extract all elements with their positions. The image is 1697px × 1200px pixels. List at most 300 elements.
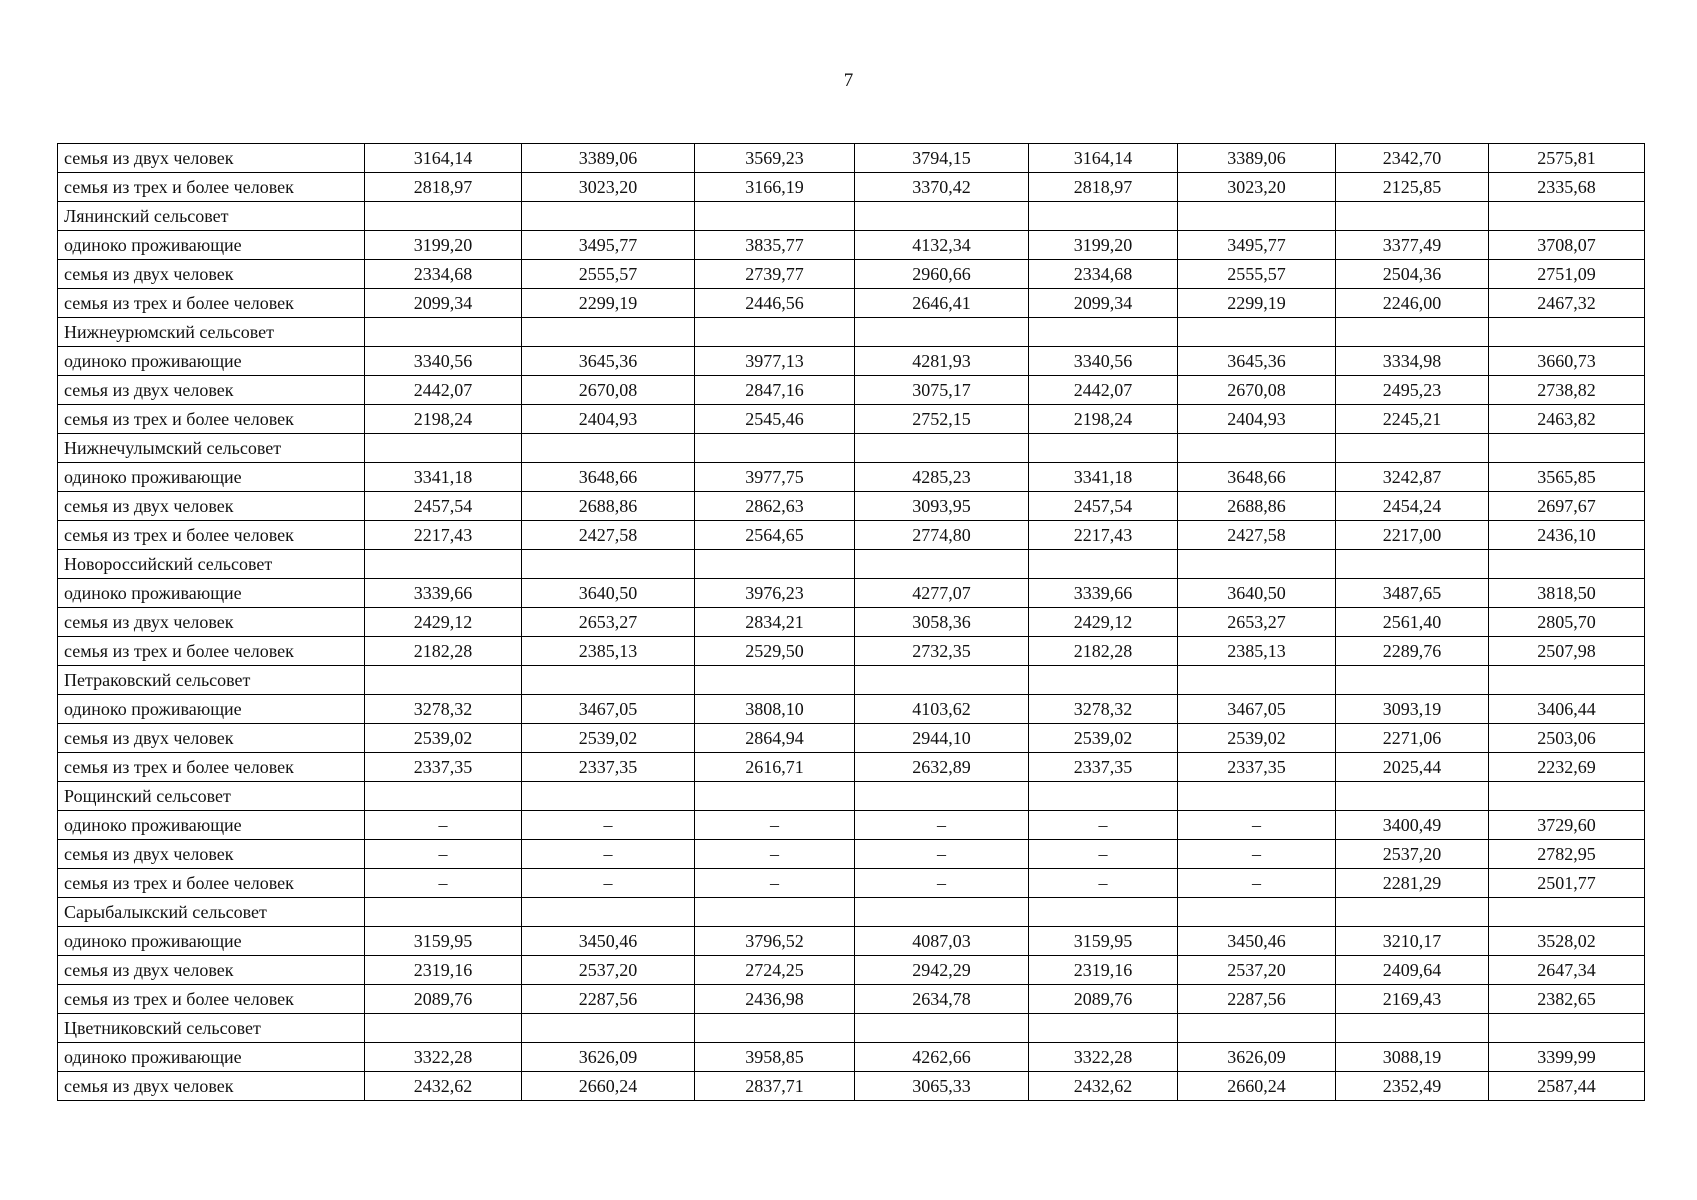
table-row [58, 956, 1645, 985]
table-row [58, 260, 1645, 289]
row-label: Рощинский сельсовет [58, 782, 365, 811]
value-cell: – [1178, 840, 1336, 869]
value-cell [365, 318, 522, 347]
value-cell: 3648,66 [1178, 463, 1336, 492]
value-cell: 2818,97 [365, 173, 522, 202]
value-cell: 3278,32 [365, 695, 522, 724]
value-cell: 2782,95 [1489, 840, 1645, 869]
value-cell [1489, 666, 1645, 695]
value-cell: 2169,43 [1336, 985, 1489, 1014]
value-cell [1178, 434, 1336, 463]
value-cell [1029, 202, 1178, 231]
value-cell [365, 550, 522, 579]
value-cell: 3958,85 [695, 1043, 855, 1072]
value-cell [1029, 434, 1178, 463]
value-cell: 2442,07 [365, 376, 522, 405]
value-cell [365, 434, 522, 463]
table-row [58, 231, 1645, 260]
value-cell: 3729,60 [1489, 811, 1645, 840]
value-cell [1489, 1014, 1645, 1043]
value-cell [365, 202, 522, 231]
value-cell: 3377,49 [1336, 231, 1489, 260]
value-cell: 2539,02 [365, 724, 522, 753]
value-cell: 2632,89 [855, 753, 1029, 782]
value-cell: 2864,94 [695, 724, 855, 753]
value-cell: 2385,13 [1178, 637, 1336, 666]
value-cell: 2837,71 [695, 1072, 855, 1101]
value-cell: 2271,06 [1336, 724, 1489, 753]
value-cell: 2539,02 [1178, 724, 1336, 753]
row-label: Петраковский сельсовет [58, 666, 365, 695]
value-cell: – [365, 840, 522, 869]
value-cell: 2427,58 [1178, 521, 1336, 550]
table-row [58, 144, 1645, 173]
value-cell: 3164,14 [365, 144, 522, 173]
value-cell: 4281,93 [855, 347, 1029, 376]
value-cell: 3645,36 [1178, 347, 1336, 376]
value-cell: 2738,82 [1489, 376, 1645, 405]
value-cell [365, 666, 522, 695]
value-cell: 3808,10 [695, 695, 855, 724]
value-cell: 3341,18 [365, 463, 522, 492]
value-cell [855, 318, 1029, 347]
value-cell: 2232,69 [1489, 753, 1645, 782]
value-cell [855, 898, 1029, 927]
value-cell: 3389,06 [522, 144, 695, 173]
value-cell: 2587,44 [1489, 1072, 1645, 1101]
value-cell: 2299,19 [1178, 289, 1336, 318]
value-cell: 3322,28 [1029, 1043, 1178, 1072]
value-cell [1489, 202, 1645, 231]
value-cell: 2319,16 [365, 956, 522, 985]
value-cell: 3528,02 [1489, 927, 1645, 956]
value-cell: 2564,65 [695, 521, 855, 550]
value-cell: 3495,77 [1178, 231, 1336, 260]
page-number: 7 [843, 70, 854, 91]
row-label: одиноко проживающие [58, 927, 365, 956]
value-cell: 3278,32 [1029, 695, 1178, 724]
value-cell: 3093,19 [1336, 695, 1489, 724]
value-cell [1178, 782, 1336, 811]
value-cell: 3370,42 [855, 173, 1029, 202]
value-cell [855, 1014, 1029, 1043]
value-cell: 2429,12 [365, 608, 522, 637]
row-label: семья из трех и более человек [58, 405, 365, 434]
value-cell: 2404,93 [1178, 405, 1336, 434]
row-label: семья из трех и более человек [58, 753, 365, 782]
value-cell: 2457,54 [365, 492, 522, 521]
value-cell: 2463,82 [1489, 405, 1645, 434]
value-cell: 3164,14 [1029, 144, 1178, 173]
table-row [58, 840, 1645, 869]
value-cell [1489, 782, 1645, 811]
value-cell: – [695, 840, 855, 869]
row-label: семья из двух человек [58, 144, 365, 173]
row-label: Цветниковский сельсовет [58, 1014, 365, 1043]
value-cell: 3660,73 [1489, 347, 1645, 376]
value-cell: 3400,49 [1336, 811, 1489, 840]
value-cell: 3210,17 [1336, 927, 1489, 956]
value-cell: 3626,09 [522, 1043, 695, 1072]
value-cell: 2697,67 [1489, 492, 1645, 521]
value-cell: 2646,41 [855, 289, 1029, 318]
value-cell: – [365, 869, 522, 898]
value-cell: 2847,16 [695, 376, 855, 405]
value-cell: 2099,34 [365, 289, 522, 318]
row-label: одиноко проживающие [58, 579, 365, 608]
value-cell [1029, 782, 1178, 811]
value-cell [522, 550, 695, 579]
value-cell: 2337,35 [365, 753, 522, 782]
table-row [58, 376, 1645, 405]
value-cell: 2670,08 [522, 376, 695, 405]
value-cell [1336, 550, 1489, 579]
value-cell: 3389,06 [1178, 144, 1336, 173]
value-cell: 2089,76 [365, 985, 522, 1014]
table-row [58, 927, 1645, 956]
value-cell: 2217,00 [1336, 521, 1489, 550]
value-cell: 4262,66 [855, 1043, 1029, 1072]
value-cell [522, 782, 695, 811]
value-cell: 3794,15 [855, 144, 1029, 173]
row-label: одиноко проживающие [58, 811, 365, 840]
value-cell: 3467,05 [522, 695, 695, 724]
row-label: семья из двух человек [58, 608, 365, 637]
value-cell: 2616,71 [695, 753, 855, 782]
row-label: семья из трех и более человек [58, 289, 365, 318]
value-cell: 3088,19 [1336, 1043, 1489, 1072]
value-cell: 2409,64 [1336, 956, 1489, 985]
value-cell: 2537,20 [522, 956, 695, 985]
row-label: Нижнеурюмский сельсовет [58, 318, 365, 347]
value-cell: 2246,00 [1336, 289, 1489, 318]
value-cell [1336, 898, 1489, 927]
value-cell: – [695, 811, 855, 840]
value-cell: 2555,57 [1178, 260, 1336, 289]
value-cell: 2634,78 [855, 985, 1029, 1014]
value-cell: 2688,86 [522, 492, 695, 521]
value-cell: – [522, 840, 695, 869]
value-cell: 3023,20 [1178, 173, 1336, 202]
value-cell [1489, 318, 1645, 347]
value-cell: 2427,58 [522, 521, 695, 550]
value-cell: 3340,56 [1029, 347, 1178, 376]
value-cell: – [365, 811, 522, 840]
value-cell: 3199,20 [365, 231, 522, 260]
row-label: одиноко проживающие [58, 1043, 365, 1072]
value-cell [522, 1014, 695, 1043]
value-cell [695, 782, 855, 811]
value-cell: 2432,62 [1029, 1072, 1178, 1101]
value-cell [855, 550, 1029, 579]
value-cell: 3835,77 [695, 231, 855, 260]
value-cell: 4103,62 [855, 695, 1029, 724]
value-cell [522, 318, 695, 347]
value-cell: 2198,24 [1029, 405, 1178, 434]
value-cell: 2337,35 [522, 753, 695, 782]
value-cell: 2539,02 [1029, 724, 1178, 753]
value-cell: 3058,36 [855, 608, 1029, 637]
value-cell: 3977,13 [695, 347, 855, 376]
value-cell: 2752,15 [855, 405, 1029, 434]
value-cell: 3645,36 [522, 347, 695, 376]
table-row [58, 608, 1645, 637]
value-cell: 2436,98 [695, 985, 855, 1014]
value-cell: 2724,25 [695, 956, 855, 985]
value-cell: 3159,95 [1029, 927, 1178, 956]
value-cell: 2537,20 [1178, 956, 1336, 985]
value-cell: 2217,43 [1029, 521, 1178, 550]
tariff-table [57, 143, 1645, 1101]
value-cell: 3199,20 [1029, 231, 1178, 260]
value-cell [695, 666, 855, 695]
value-cell [522, 202, 695, 231]
table-row [58, 405, 1645, 434]
value-cell: 3495,77 [522, 231, 695, 260]
value-cell [1178, 318, 1336, 347]
value-cell: 3976,23 [695, 579, 855, 608]
table-row [58, 173, 1645, 202]
value-cell [855, 202, 1029, 231]
value-cell: 2653,27 [1178, 608, 1336, 637]
value-cell: 3075,17 [855, 376, 1029, 405]
value-cell: 2198,24 [365, 405, 522, 434]
value-cell [1489, 434, 1645, 463]
value-cell: 2342,70 [1336, 144, 1489, 173]
value-cell: 2960,66 [855, 260, 1029, 289]
value-cell: 3640,50 [1178, 579, 1336, 608]
value-cell [695, 898, 855, 927]
value-cell: 3640,50 [522, 579, 695, 608]
value-cell [1178, 1014, 1336, 1043]
value-cell [1336, 434, 1489, 463]
value-cell: – [855, 811, 1029, 840]
value-cell: 4285,23 [855, 463, 1029, 492]
row-label: Лянинский сельсовет [58, 202, 365, 231]
table-row [58, 869, 1645, 898]
value-cell: 2289,76 [1336, 637, 1489, 666]
table-row [58, 985, 1645, 1014]
table-body [58, 144, 1645, 1101]
table-row [58, 1043, 1645, 1072]
value-cell: 3341,18 [1029, 463, 1178, 492]
value-cell [1336, 202, 1489, 231]
value-cell: 3159,95 [365, 927, 522, 956]
value-cell [1178, 898, 1336, 927]
value-cell: 2337,35 [1178, 753, 1336, 782]
table-row [58, 318, 1645, 347]
table-row [58, 550, 1645, 579]
value-cell [522, 666, 695, 695]
table-row [58, 782, 1645, 811]
value-cell: 3467,05 [1178, 695, 1336, 724]
row-label: семья из двух человек [58, 956, 365, 985]
value-cell [695, 434, 855, 463]
value-cell: 2429,12 [1029, 608, 1178, 637]
value-cell [1029, 666, 1178, 695]
value-cell: 3626,09 [1178, 1043, 1336, 1072]
value-cell: 2555,57 [522, 260, 695, 289]
value-cell: 2182,28 [1029, 637, 1178, 666]
value-cell: 4132,34 [855, 231, 1029, 260]
row-label: семья из трех и более человек [58, 521, 365, 550]
value-cell: 3339,66 [1029, 579, 1178, 608]
value-cell [855, 434, 1029, 463]
value-cell: 2774,80 [855, 521, 1029, 550]
value-cell [522, 898, 695, 927]
value-cell: 2732,35 [855, 637, 1029, 666]
row-label: Сарыбалыкский сельсовет [58, 898, 365, 927]
value-cell: 2507,98 [1489, 637, 1645, 666]
value-cell [1178, 550, 1336, 579]
row-label: семья из трех и более человек [58, 173, 365, 202]
value-cell: 3450,46 [522, 927, 695, 956]
value-cell: – [855, 869, 1029, 898]
value-cell: 3065,33 [855, 1072, 1029, 1101]
value-cell: 2818,97 [1029, 173, 1178, 202]
value-cell: 2545,46 [695, 405, 855, 434]
value-cell: – [1029, 811, 1178, 840]
value-cell: 2537,20 [1336, 840, 1489, 869]
row-label: семья из двух человек [58, 1072, 365, 1101]
value-cell: – [522, 869, 695, 898]
value-cell: 2688,86 [1178, 492, 1336, 521]
value-cell: 2089,76 [1029, 985, 1178, 1014]
table-row [58, 753, 1645, 782]
value-cell: 3399,99 [1489, 1043, 1645, 1072]
value-cell: 2670,08 [1178, 376, 1336, 405]
value-cell: 2834,21 [695, 608, 855, 637]
value-cell: 2457,54 [1029, 492, 1178, 521]
value-cell: 2647,34 [1489, 956, 1645, 985]
value-cell: 3450,46 [1178, 927, 1336, 956]
value-cell: 2287,56 [1178, 985, 1336, 1014]
value-cell: 3487,65 [1336, 579, 1489, 608]
value-cell: – [1178, 869, 1336, 898]
table-row [58, 289, 1645, 318]
row-label: семья из двух человек [58, 260, 365, 289]
value-cell: 2404,93 [522, 405, 695, 434]
value-cell: 2653,27 [522, 608, 695, 637]
value-cell: – [1029, 840, 1178, 869]
value-cell: 3339,66 [365, 579, 522, 608]
table-row [58, 492, 1645, 521]
value-cell: 2805,70 [1489, 608, 1645, 637]
table-row [58, 579, 1645, 608]
table-row [58, 1014, 1645, 1043]
table-row [58, 637, 1645, 666]
table-row [58, 347, 1645, 376]
table-row [58, 898, 1645, 927]
table-row [58, 434, 1645, 463]
value-cell [365, 1014, 522, 1043]
value-cell [695, 1014, 855, 1043]
row-label: одиноко проживающие [58, 463, 365, 492]
value-cell: 3334,98 [1336, 347, 1489, 376]
value-cell: 2287,56 [522, 985, 695, 1014]
value-cell [1336, 782, 1489, 811]
value-cell: 2575,81 [1489, 144, 1645, 173]
value-cell: 2739,77 [695, 260, 855, 289]
value-cell: 2862,63 [695, 492, 855, 521]
value-cell [1178, 666, 1336, 695]
value-cell [855, 782, 1029, 811]
value-cell: – [695, 869, 855, 898]
value-cell: 3565,85 [1489, 463, 1645, 492]
value-cell: 2217,43 [365, 521, 522, 550]
value-cell: 2334,68 [1029, 260, 1178, 289]
table-row [58, 811, 1645, 840]
value-cell: 2382,65 [1489, 985, 1645, 1014]
value-cell: 2385,13 [522, 637, 695, 666]
value-cell: 2125,85 [1336, 173, 1489, 202]
value-cell: 3796,52 [695, 927, 855, 956]
value-cell: 2467,32 [1489, 289, 1645, 318]
value-cell: 4277,07 [855, 579, 1029, 608]
value-cell: – [855, 840, 1029, 869]
value-cell: 2561,40 [1336, 608, 1489, 637]
value-cell: 2944,10 [855, 724, 1029, 753]
row-label: семья из трех и более человек [58, 869, 365, 898]
value-cell: 2539,02 [522, 724, 695, 753]
table-row [58, 521, 1645, 550]
value-cell [695, 550, 855, 579]
value-cell: – [1029, 869, 1178, 898]
value-cell [1029, 550, 1178, 579]
table-row [58, 666, 1645, 695]
row-label: семья из трех и более человек [58, 985, 365, 1014]
value-cell [522, 434, 695, 463]
value-cell: 2352,49 [1336, 1072, 1489, 1101]
value-cell: 3093,95 [855, 492, 1029, 521]
value-cell: 2432,62 [365, 1072, 522, 1101]
value-cell [695, 202, 855, 231]
value-cell: 2299,19 [522, 289, 695, 318]
value-cell [1029, 1014, 1178, 1043]
value-cell [855, 666, 1029, 695]
table-row [58, 695, 1645, 724]
value-cell: 2446,56 [695, 289, 855, 318]
row-label: одиноко проживающие [58, 347, 365, 376]
table-row [58, 463, 1645, 492]
row-label: семья из двух человек [58, 492, 365, 521]
row-label: одиноко проживающие [58, 231, 365, 260]
value-cell [365, 898, 522, 927]
value-cell: 2025,44 [1336, 753, 1489, 782]
value-cell [1029, 898, 1178, 927]
value-cell: 3166,19 [695, 173, 855, 202]
value-cell: 2660,24 [1178, 1072, 1336, 1101]
value-cell: 3977,75 [695, 463, 855, 492]
value-cell [1336, 1014, 1489, 1043]
value-cell: 2319,16 [1029, 956, 1178, 985]
value-cell: 3648,66 [522, 463, 695, 492]
value-cell: 2501,77 [1489, 869, 1645, 898]
value-cell: 4087,03 [855, 927, 1029, 956]
value-cell [1336, 666, 1489, 695]
value-cell: 2099,34 [1029, 289, 1178, 318]
value-cell: 2942,29 [855, 956, 1029, 985]
value-cell: 3406,44 [1489, 695, 1645, 724]
value-cell: 2529,50 [695, 637, 855, 666]
value-cell: 2504,36 [1336, 260, 1489, 289]
value-cell: 2334,68 [365, 260, 522, 289]
table-row [58, 202, 1645, 231]
value-cell: – [1178, 811, 1336, 840]
value-cell: 3322,28 [365, 1043, 522, 1072]
row-label: одиноко проживающие [58, 695, 365, 724]
value-cell: 2335,68 [1489, 173, 1645, 202]
